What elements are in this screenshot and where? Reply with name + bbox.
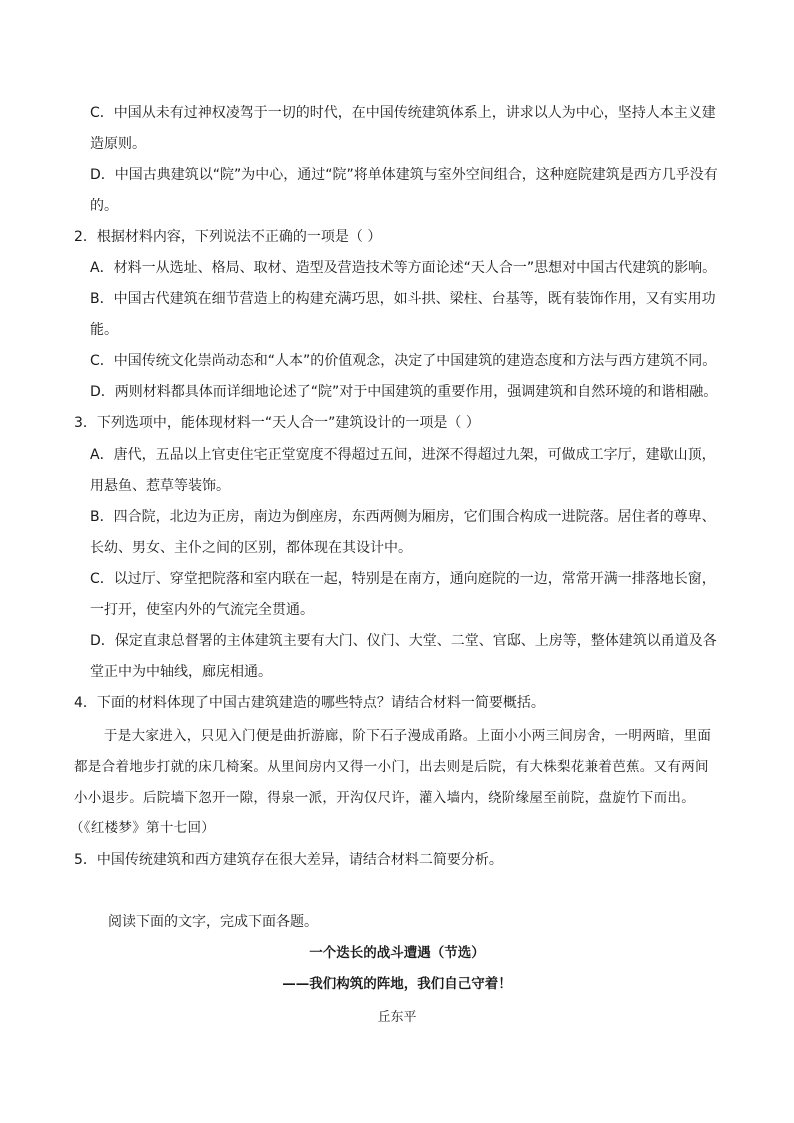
reading-instruction: 阅读下面的文字，完成下面各题。 [108,914,318,930]
q4-quote-line3: 小小退步。后院墙下忽开一隙，得泉一派，开沟仅尺许，灌入墙内，绕阶缘屋至前院，盘旋竹下而出。 [74,790,695,806]
q3-option-c-line1: C．以过厅、穿堂把院落和室内联在一起，特别是在南方，通向庭院的一边，常常开满一排落地长窗， [90,571,716,587]
q4-quote-line1: 于是大家进入，只见入门便是曲折游廊，阶下石子漫成甬路。上面小小两三间房舍，一明两暗，里面 [104,728,712,744]
q5-stem: 5．中国传统建筑和西方建筑存在很大差异，请结合材料二简要分析。 [74,852,503,868]
q1-option-c-line2: 造原则。 [90,136,146,152]
q1-option-d-line1: D．中国古典建筑以“院”为中心，通过“院”将单体建筑与室外空间组合，这种庭院建筑是西方几乎没有 [90,167,718,183]
q1-option-d-line2: 的。 [90,198,118,214]
q1-option-c-line1: C．中国从未有过神权凌驾于一切的时代，在中国传统建筑体系上，讲求以人为中心，坚持人本主义建 [90,105,716,121]
q3-option-d-line2: 堂正中为中轴线，廊庑相通。 [90,664,272,680]
q4-quote-source: （《红楼梦》第十七回） [70,820,216,836]
q3-option-c-line2: 一打开，使室内外的气流完全贯通。 [90,602,314,618]
q3-option-a-line1: A．唐代，五品以上官吏住宅正堂宽度不得超过五间，进深不得超过九架，可做成工字厅，建歇山顶， [90,447,716,463]
q2-option-c: C．中国传统文化崇尚动态和“人本”的价值观念，决定了中国建筑的建造态度和方法与西方建筑不同。 [90,353,717,369]
q3-stem: 3．下列选项中，能体现材料一“天人合一”建筑设计的一项是（ ） [74,415,480,431]
reading-author: 丘东平 [377,1010,417,1025]
q3-option-b-line1: B．四合院，北边为正房，南边为倒座房，东西两侧为厢房，它们围合构成一进院落。居住者的尊卑、 [90,509,716,525]
q4-stem: 4．下面的材料体现了中国古建筑建造的哪些特点？请结合材料一简要概括。 [74,695,545,711]
q2-option-d: D．两则材料都具体而详细地论述了“院”对于中国建筑的重要作用，强调建筑和自然环境的和谐相融。 [90,384,718,400]
reading-subtitle: ——我们构筑的阵地，我们自己守着！ [282,976,512,992]
q3-option-d-line1: D．保定直隶总督署的主体建筑主要有大门、仪门、大堂、二堂、官邸、上房等，整体建筑以甬道及各 [90,633,717,649]
q2-stem: 2．根据材料内容，下列说法不正确的一项是（ ） [74,229,382,245]
q3-option-a-line2: 用悬鱼、惹草等装饰。 [90,478,230,494]
q3-option-b-line2: 长幼、男女、主仆之间的区别，都体现在其设计中。 [90,540,412,556]
reading-title: 一个迭长的战斗遭遇（节选） [309,945,485,961]
q2-option-a: A．材料一从选址、格局、取材、造型及营造技术等方面论述“天人合一”思想对中国古代建筑的影响。 [90,260,717,276]
q2-option-b-line1: B．中国古代建筑在细节营造上的构建充满巧思，如斗拱、梁柱、台基等，既有装饰作用，又有实用功 [90,291,716,307]
q2-option-b-line2: 能。 [90,322,118,338]
q4-quote-line2: 都是合着地步打就的床几椅案。从里间房内又得一小门，出去则是后院，有大株梨花兼着芭蕉。又有两间 [74,759,709,775]
